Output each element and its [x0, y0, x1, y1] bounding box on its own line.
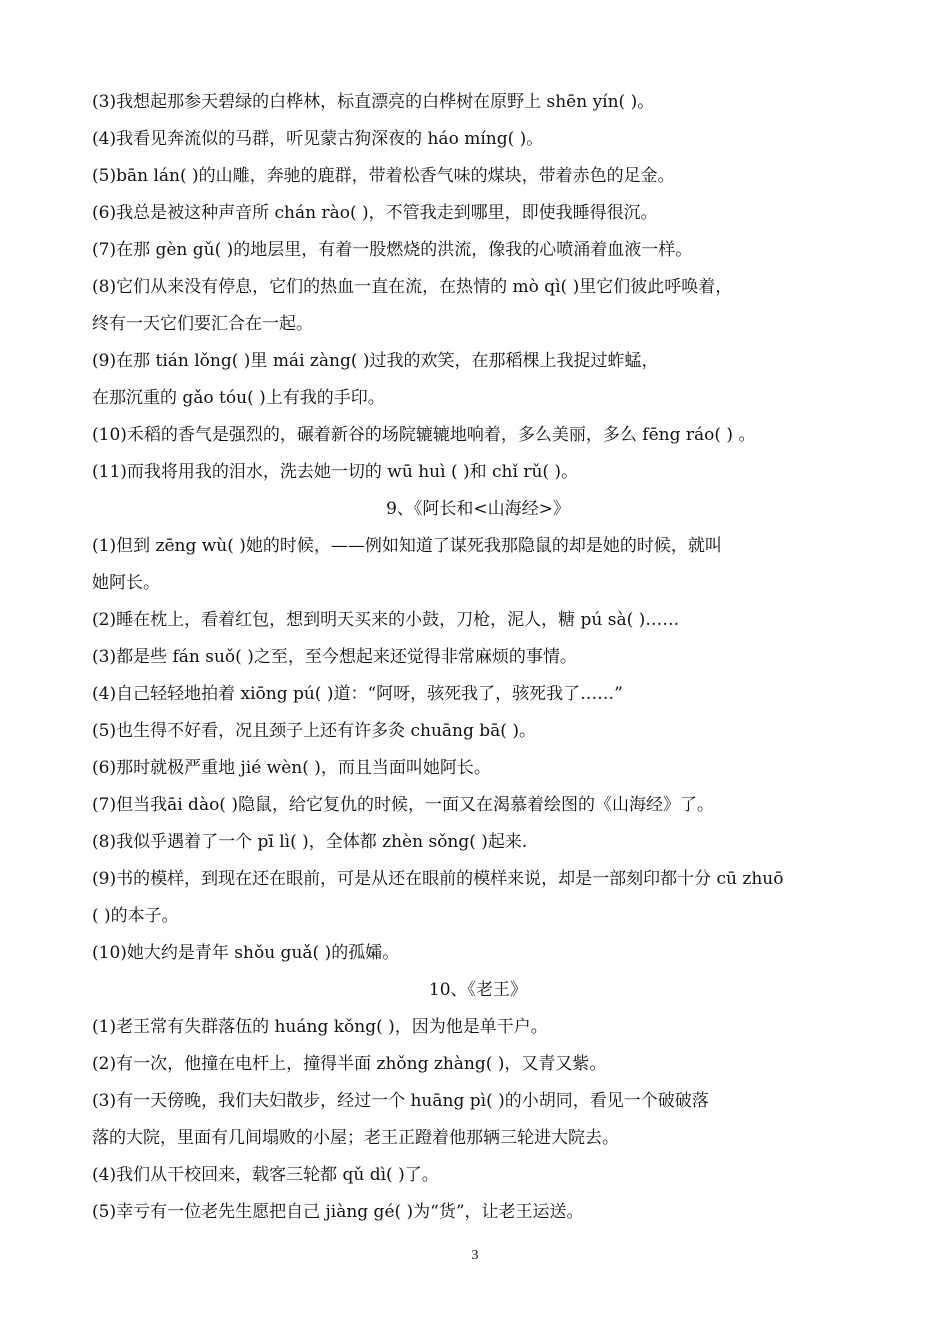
exercise-line: (6)那时就极严重地 jié wèn( )，而且当面叫她阿长。 — [92, 758, 491, 778]
exercise-line: 在那沉重的 gǎo tóu( )上有我的手印。 — [92, 388, 385, 408]
exercise-line: (4)我看见奔流似的马群，听见蒙古狗深夜的 háo míng( )。 — [92, 129, 544, 149]
exercise-line: (9)在那 tián lǒng( )里 mái zàng( )过我的欢笑，在那稻棵上我捉过蚱蜢， — [92, 351, 659, 371]
exercise-line: (3)都是些 fán suǒ( )之至，至今想起来还觉得非常麻烦的事情。 — [92, 647, 577, 667]
exercise-line: (5)幸亏有一位老先生愿把自己 jiàng gé( )为“货”，让老王运送。 — [92, 1202, 584, 1222]
exercise-line: (9)书的模样，到现在还在眼前，可是从还在眼前的模样来说，却是一部刻印都十分 cū zhuō — [92, 869, 784, 889]
exercise-line: (8)它们从来没有停息，它们的热血一直在流，在热情的 mò qì( )里它们彼此呼唤着， — [92, 277, 733, 297]
exercise-line: (1)老王常有失群落伍的 huáng kǒng( )，因为他是单干户。 — [92, 1017, 548, 1037]
exercise-line: (2)睡在枕上，看着红包，想到明天买来的小鼓，刀枪，泥人，糖 pú sà( )…… — [92, 610, 680, 630]
exercise-line: (5)bān lán( )的山雕，奔驰的鹿群，带着松香气味的煤块，带着赤色的足金。 — [92, 166, 675, 186]
exercise-line: 终有一天它们要汇合在一起。 — [92, 314, 313, 334]
exercise-content — [92, 84, 864, 1231]
section-title: 9、《阿长和<山海经>》 — [386, 499, 570, 519]
exercise-line: (10)禾稻的香气是强烈的，碾着新谷的场院辘辘地响着，多么美丽，多么 fēng ráo( ) 。 — [92, 425, 756, 445]
exercise-line: (7)在那 gèn gǔ( )的地层里，有着一股燃烧的洪流，像我的心喷涌着血液一样。 — [92, 240, 693, 260]
exercise-line: (4)自己轻轻地拍着 xiōng pú( )道：“阿呀，骇死我了，骇死我了……” — [92, 684, 623, 704]
exercise-line: (10)她大约是青年 shǒu guǎ( )的孤孀。 — [92, 943, 400, 963]
page-number: 3 — [471, 1248, 479, 1263]
exercise-line: (1)但到 zēng wù( )她的时候，——例如知道了谋死我那隐鼠的却是她的时候，就叫 — [92, 536, 722, 556]
exercise-line: 落的大院，里面有几间塌败的小屋；老王正蹬着他那辆三轮进大院去。 — [92, 1128, 619, 1148]
exercise-line: (3)有一天傍晚，我们夫妇散步，经过一个 huāng pì( )的小胡同，看见一个破破落 — [92, 1091, 709, 1111]
exercise-line: 她阿长。 — [92, 573, 160, 593]
exercise-line: (7)但当我āi dào( )隐鼠，给它复仇的时候，一面又在渴慕着绘图的《山海经》了。 — [92, 795, 714, 815]
exercise-line: (8)我似乎遇着了一个 pī lì( )，全体都 zhèn sǒng( )起来. — [92, 832, 528, 852]
section-title: 10、《老王》 — [428, 980, 528, 1000]
exercise-line: (6)我总是被这种声音所 chán rào( )，不管我走到哪里，即使我睡得很沉。 — [92, 203, 658, 223]
exercise-line: (11)而我将用我的泪水，洗去她一切的 wū huì ( )和 chǐ rǔ( )。 — [92, 462, 579, 482]
exercise-line: (3)我想起那参天碧绿的白桦林，标直漂亮的白桦树在原野上 shēn yín( )。 — [92, 92, 655, 112]
exercise-line: (2)有一次，他撞在电杆上，撞得半面 zhǒng zhàng( )，又青又紫。 — [92, 1054, 607, 1074]
exercise-line: (4)我们从干校回来，载客三轮都 qǔ dì( )了。 — [92, 1165, 439, 1185]
exercise-line: (5)也生得不好看，况且颈子上还有许多灸 chuāng bā( )。 — [92, 721, 536, 741]
exercise-line: ( )的本子。 — [92, 906, 179, 926]
